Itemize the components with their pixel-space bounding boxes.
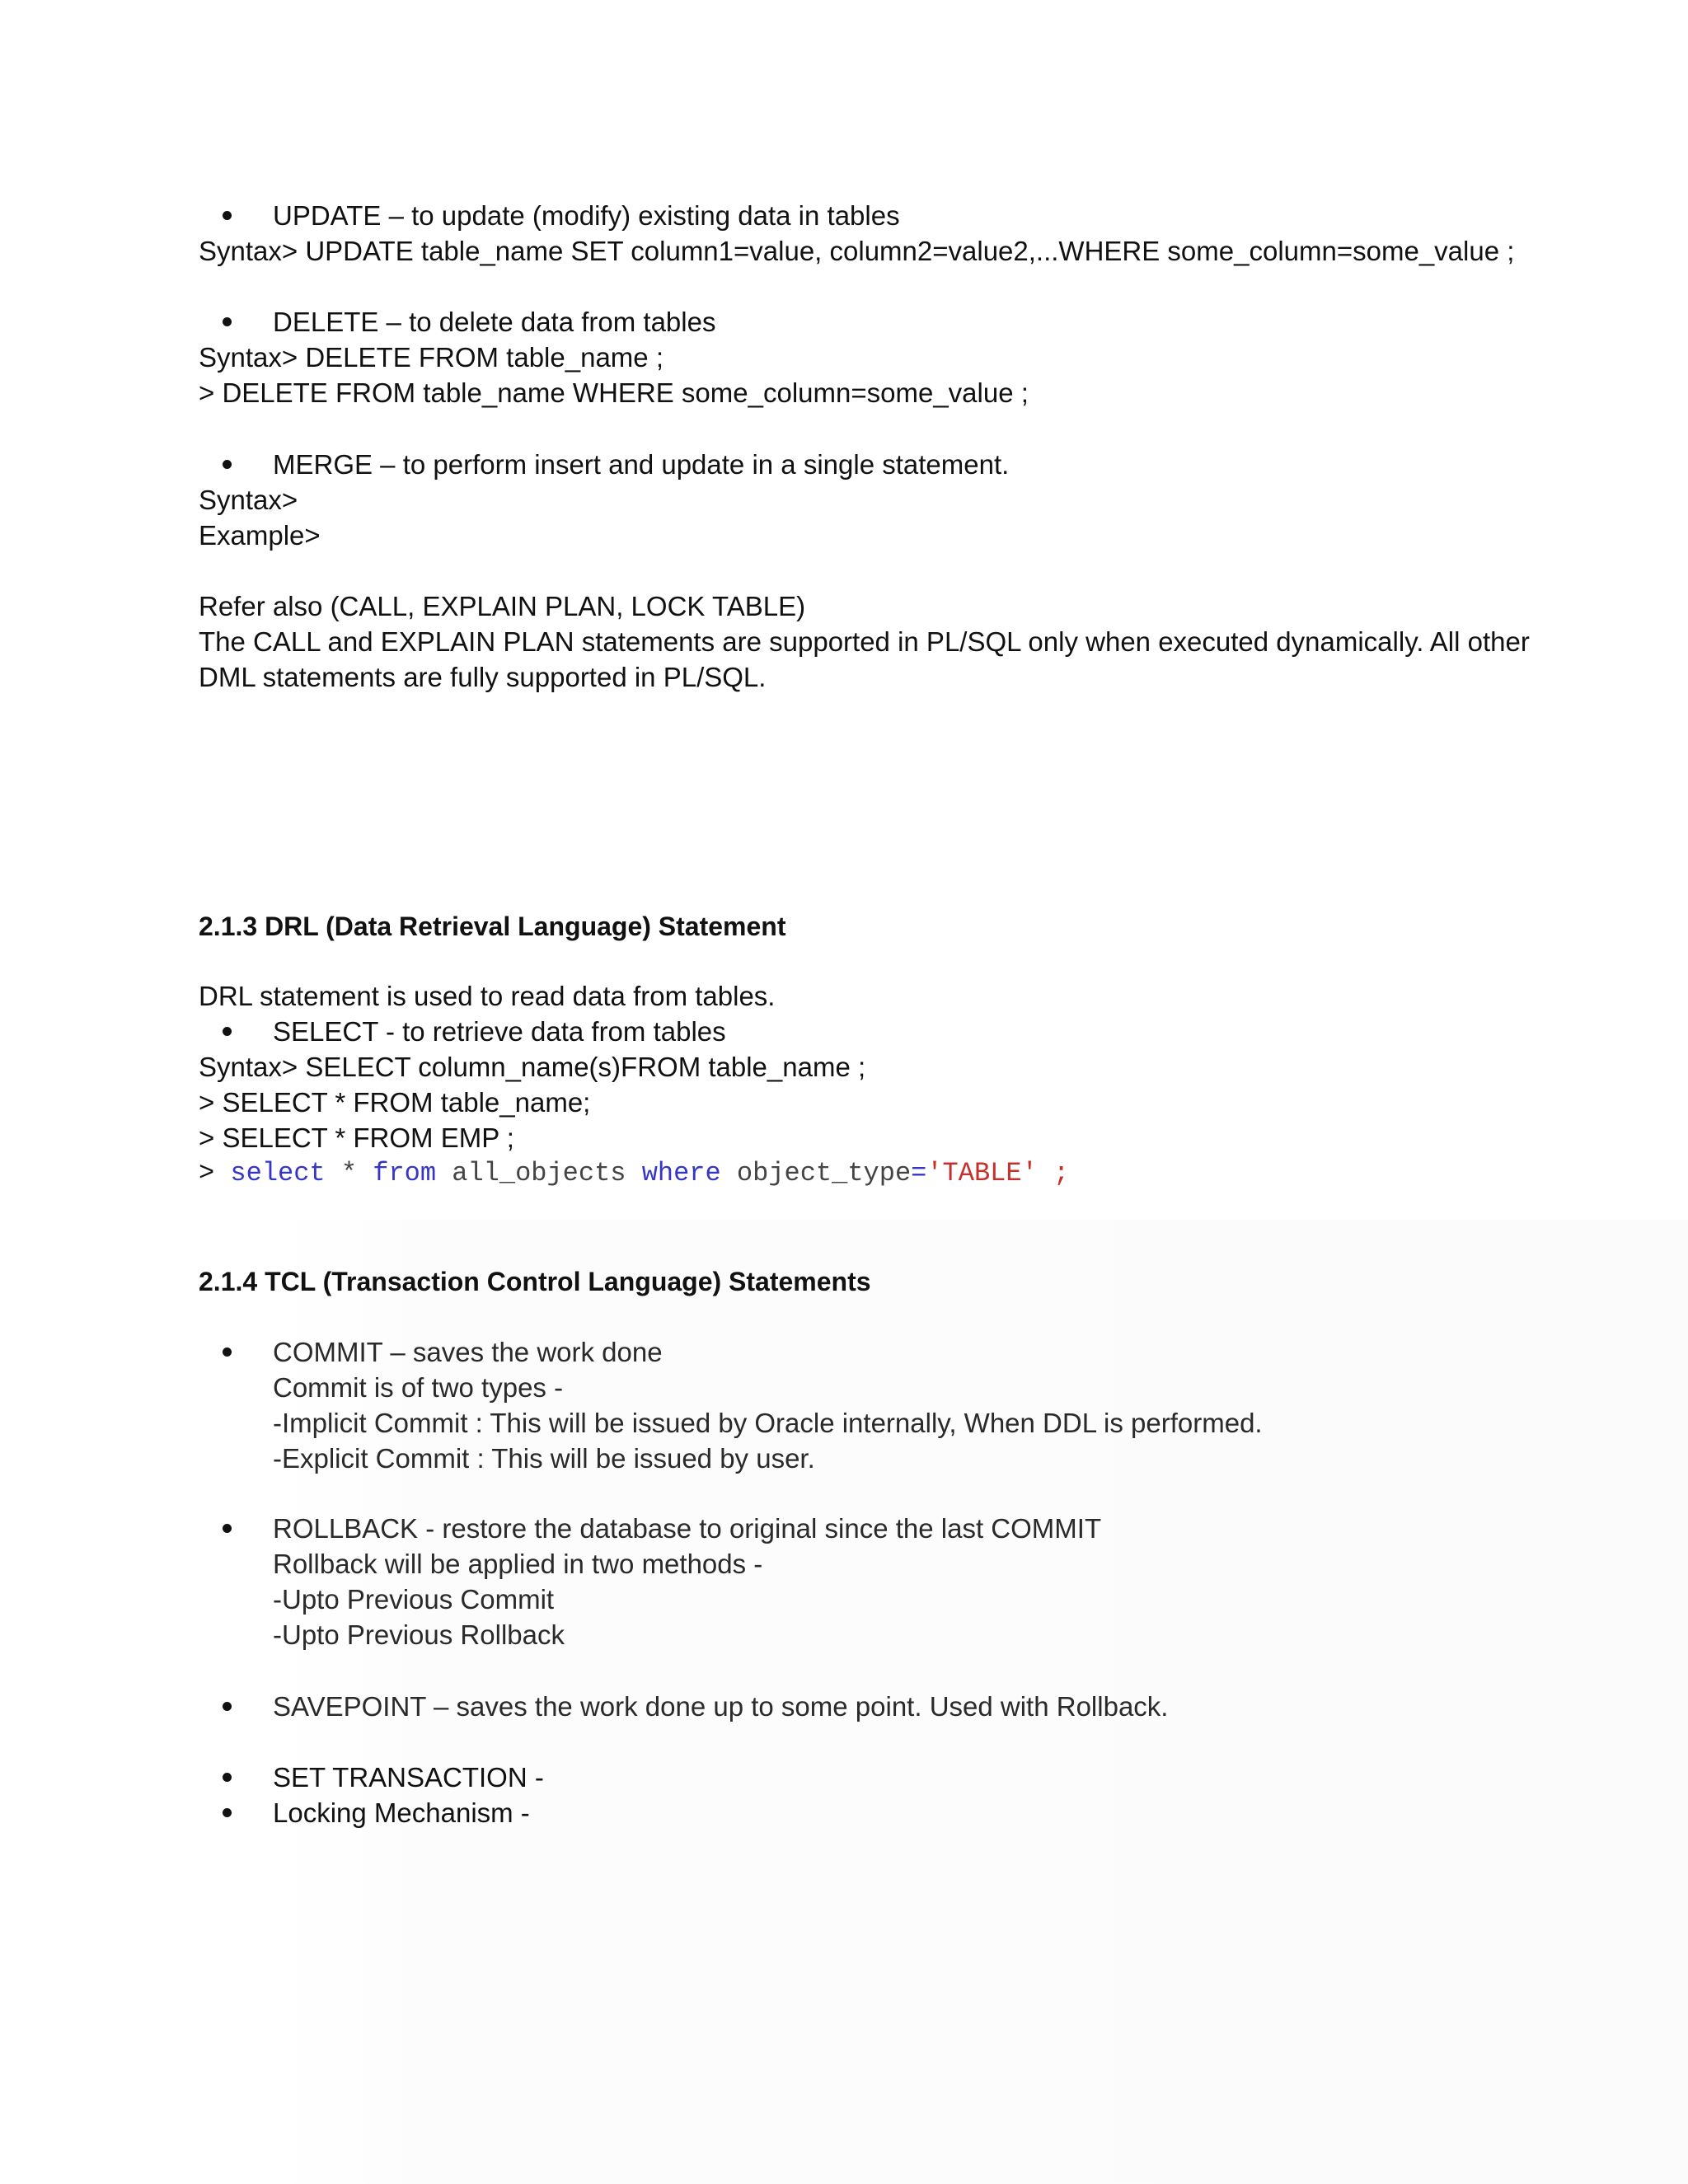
code-keyword-from: from xyxy=(373,1158,437,1188)
code-equals: = xyxy=(911,1158,927,1188)
commit-line-3: -Explicit Commit : This will be issued by user. xyxy=(273,1443,815,1474)
merge-example: Example> xyxy=(199,520,321,551)
rollback-line-2: -Upto Previous Commit xyxy=(273,1584,555,1615)
bullet-set-transaction xyxy=(223,1773,232,1782)
select-title: SELECT - to retrieve data from tables xyxy=(273,1016,726,1047)
code-string: 'TABLE' xyxy=(926,1158,1038,1188)
update-syntax: Syntax> UPDATE table_name SET column1=value, column2=value2,...WHERE some_column=some_value ; xyxy=(199,236,1515,266)
commit-line-1: Commit is of two types - xyxy=(273,1372,564,1403)
savepoint-title: SAVEPOINT – saves the work done up to some point. Used with Rollback. xyxy=(273,1691,1169,1722)
bullet-rollback xyxy=(223,1524,232,1533)
select-example-1: > SELECT * FROM table_name; xyxy=(199,1087,591,1118)
tcl-heading: 2.1.4 TCL (Transaction Control Language) Statements xyxy=(199,1267,871,1296)
delete-syntax: Syntax> DELETE FROM table_name ; xyxy=(199,342,663,373)
delete-title: DELETE – to delete data from tables xyxy=(273,307,716,337)
bullet-merge xyxy=(223,460,232,469)
delete-syntax-where: > DELETE FROM table_name WHERE some_column=some_value ; xyxy=(199,377,1029,408)
bullet-locking xyxy=(223,1808,232,1817)
code-semicolon: ; xyxy=(1037,1158,1070,1188)
update-title: UPDATE – to update (modify) existing data in tables xyxy=(273,200,900,231)
set-transaction-title: SET TRANSACTION - xyxy=(273,1762,544,1793)
commit-title: COMMIT – saves the work done xyxy=(273,1337,663,1367)
rollback-line-3: -Upto Previous Rollback xyxy=(273,1619,565,1650)
commit-line-2: -Implicit Commit : This will be issued by Oracle internally, When DDL is performed. xyxy=(273,1408,1263,1438)
bullet-savepoint xyxy=(223,1702,232,1711)
code-keyword-where: where xyxy=(641,1158,721,1188)
bullet-update xyxy=(223,211,232,220)
drl-heading: 2.1.3 DRL (Data Retrieval Language) Statement xyxy=(199,912,786,941)
bullet-select xyxy=(223,1027,232,1036)
select-example-2: > SELECT * FROM EMP ; xyxy=(199,1122,514,1153)
locking-title: Locking Mechanism - xyxy=(273,1797,530,1828)
select-code-example xyxy=(199,1157,1069,1190)
refer-also: Refer also (CALL, EXPLAIN PLAN, LOCK TABLE) xyxy=(199,591,806,621)
drl-intro: DRL statement is used to read data from tables. xyxy=(199,981,776,1011)
dml-note-line-2: DML statements are fully supported in PL/SQL. xyxy=(199,662,767,692)
code-keyword-select: select xyxy=(230,1158,326,1188)
merge-title: MERGE – to perform insert and update in a single statement. xyxy=(273,449,1010,480)
dml-note-line-1: The CALL and EXPLAIN PLAN statements are supported in PL/SQL only when executed dynamically. All other xyxy=(199,626,1530,657)
code-object: all_objects xyxy=(436,1158,642,1188)
merge-syntax: Syntax> xyxy=(199,485,298,515)
select-syntax: Syntax> SELECT column_name(s)FROM table_name ; xyxy=(199,1052,866,1082)
rollback-title: ROLLBACK - restore the database to original since the last COMMIT xyxy=(273,1513,1102,1544)
code-star: * xyxy=(325,1158,373,1188)
code-prompt: > xyxy=(199,1158,231,1188)
rollback-line-1: Rollback will be applied in two methods - xyxy=(273,1549,763,1579)
bullet-delete xyxy=(223,317,232,326)
bullet-commit xyxy=(223,1347,232,1357)
code-column: object_type xyxy=(720,1158,912,1188)
